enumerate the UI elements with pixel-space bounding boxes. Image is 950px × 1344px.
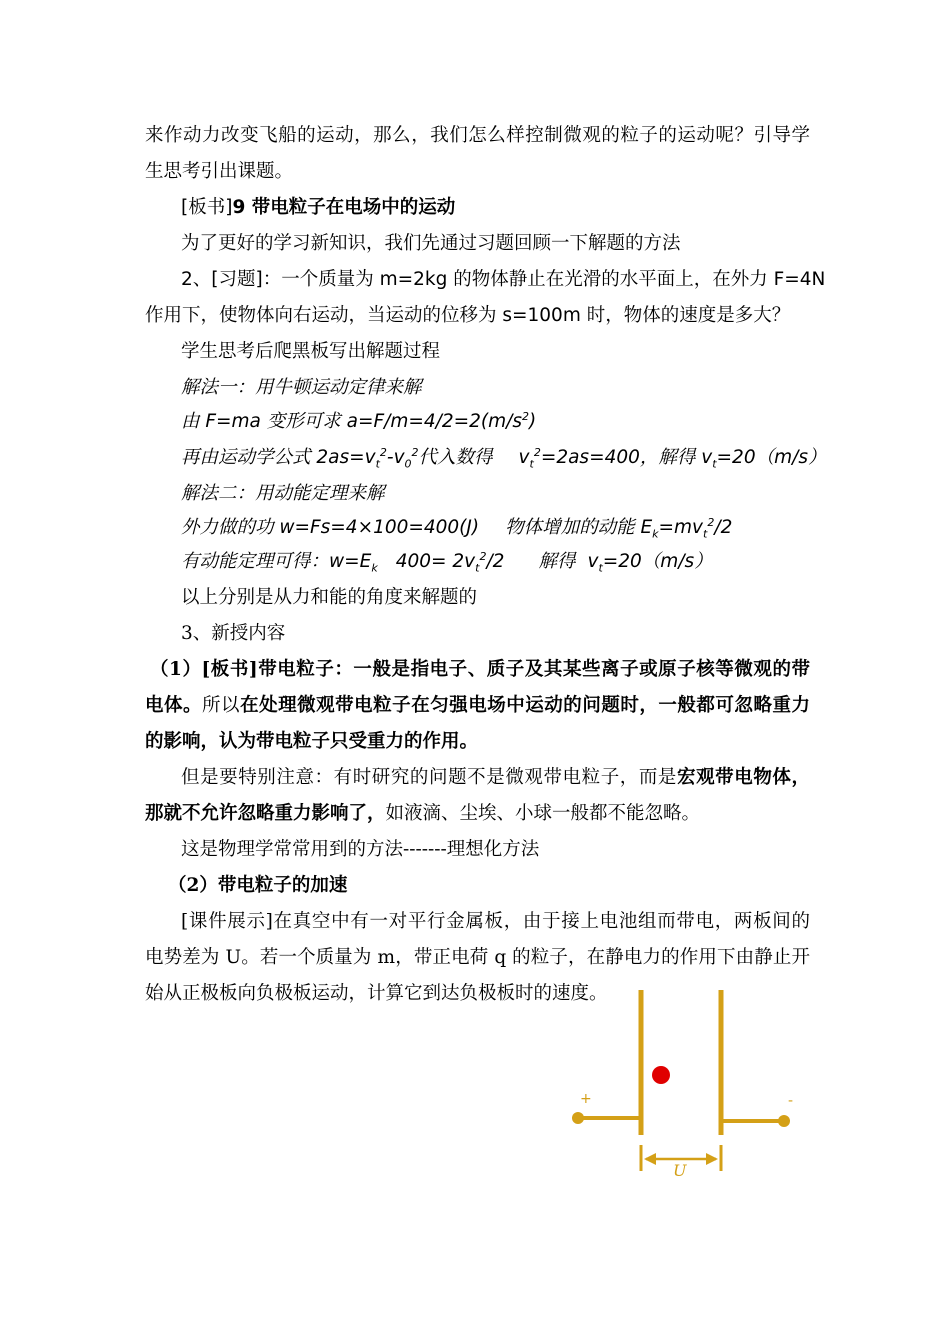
formula-text: 物体增加的动能 E bbox=[505, 517, 653, 538]
charged-particle-def-line3: 的影响，认为带电粒子只受重力的作用。 bbox=[145, 731, 479, 752]
formula-text: =mv bbox=[658, 517, 704, 538]
minus-label: - bbox=[788, 1093, 794, 1109]
formula-text: /2 bbox=[714, 517, 733, 538]
paragraph-intro-line2: 生思考引出课题。 bbox=[145, 161, 294, 182]
superscript: 2 bbox=[379, 445, 387, 459]
paragraph-summary: 以上分别是从力和能的角度来解题的 bbox=[181, 587, 478, 608]
subscript: k bbox=[371, 561, 378, 575]
exercise-text: 一个质量为 m=2kg 的物体静止在光滑的水平面上，在外力 F=4N bbox=[281, 269, 826, 290]
formula-text: =20（m/s） bbox=[602, 551, 713, 572]
formula-text: 再由运动学公式 2as=v bbox=[181, 447, 376, 468]
formula-text: 解得 bbox=[538, 551, 576, 572]
subscript: t bbox=[598, 561, 603, 575]
arrow-right-icon bbox=[706, 1153, 718, 1165]
subscript: t bbox=[529, 457, 534, 471]
courseware-line2: 电势差为 U。若一个质量为 m，带正电荷 q 的粒子，在静电力的作用下由静止开 bbox=[145, 947, 810, 968]
subscript: t bbox=[712, 457, 717, 471]
formula-text: 由 F=ma 变形可求 a=F/m=4/2=2(m/s bbox=[181, 411, 523, 432]
positive-terminal bbox=[572, 1112, 584, 1124]
section-acceleration: （2）带电粒子的加速 bbox=[168, 875, 348, 896]
paragraph-review: 为了更好的学习新知识，我们先通过习题回顾一下解题的方法 bbox=[181, 233, 681, 254]
courseware-line3: 始从正极板向负极板运动，计算它到达负极板时的速度。 bbox=[145, 983, 608, 1004]
bold-text: 那就不允许忽略重力影响了， bbox=[145, 803, 386, 824]
superscript: 2 bbox=[707, 515, 715, 529]
paragraph-method: 这是物理学常常用到的方法-------理想化方法 bbox=[181, 839, 540, 860]
solution2-step2 bbox=[181, 550, 846, 574]
note-line1 bbox=[181, 766, 810, 790]
parallel-plate-diagram bbox=[560, 985, 820, 1185]
bold-text: 在处理微观带电粒子在匀强电场中运动的问题时，一般都可忽略重力 bbox=[240, 695, 810, 716]
negative-terminal bbox=[778, 1115, 790, 1127]
superscript: 2 bbox=[411, 445, 419, 459]
subscript: t bbox=[375, 457, 380, 471]
formula-text: =20（m/s） bbox=[716, 447, 827, 468]
formula-text: -v bbox=[386, 447, 405, 468]
paragraph-intro-line1: 来作动力改变飞船的运动，那么，我们怎么样控制微观的粒子的运动呢？引导学 bbox=[145, 125, 810, 146]
board-tag: [板书] bbox=[181, 197, 233, 218]
normal-text: 如液滴、尘埃、小球一般都不能忽略。 bbox=[385, 803, 701, 824]
board-heading-text: 9 带电粒子在电场中的运动 bbox=[232, 197, 456, 218]
charged-particle-def-line2 bbox=[145, 694, 810, 718]
solution1-step2 bbox=[181, 446, 846, 470]
subscript: k bbox=[652, 527, 659, 541]
board-heading bbox=[181, 196, 846, 220]
superscript: 2 bbox=[533, 445, 541, 459]
section-new-content: 3、新授内容 bbox=[181, 623, 286, 644]
subscript: t bbox=[703, 527, 708, 541]
arrow-left-icon bbox=[644, 1153, 656, 1165]
subscript: 0 bbox=[404, 457, 412, 471]
subscript: t bbox=[475, 561, 480, 575]
solution2-title: 解法二：用动能定理来解 bbox=[181, 483, 385, 504]
formula-text: 外力做的功 w=Fs=4×100=400(J) bbox=[181, 517, 480, 538]
formula-text: /2 bbox=[486, 551, 505, 572]
solution2-step1 bbox=[181, 516, 846, 540]
bold-text: 宏观带电物体， bbox=[677, 767, 810, 788]
superscript: 2 bbox=[522, 409, 530, 423]
solution1-title: 解法一：用牛顿运动定律来解 bbox=[181, 377, 422, 398]
plus-label: + bbox=[580, 1091, 592, 1107]
voltage-label: U bbox=[673, 1161, 687, 1180]
formula-text: v bbox=[587, 551, 599, 572]
normal-text: 所以 bbox=[202, 695, 241, 716]
formula-text: ) bbox=[529, 411, 537, 432]
note-line2 bbox=[145, 802, 810, 826]
paragraph-student: 学生思考后爬黑板写出解题过程 bbox=[181, 341, 441, 362]
formula-text: 400= 2v bbox=[395, 551, 476, 572]
exercise-line2: 作用下，使物体向右运动，当运动的位移为 s=100m 时，物体的速度是多大？ bbox=[145, 305, 791, 326]
charged-particle-def-line1: （1）[板书]带电粒子：一般是指电子、质子及其某些离子或原子核等微观的带 bbox=[150, 659, 810, 680]
normal-text: 但是要特别注意：有时研究的问题不是微观带电粒子，而是 bbox=[181, 767, 678, 788]
formula-text: =2as=400，解得 v bbox=[540, 447, 713, 468]
exercise-line1 bbox=[181, 268, 826, 292]
exercise-prefix: 2、[习题]： bbox=[181, 269, 282, 290]
courseware-line1: [课件展示]在真空中有一对平行金属板，由于接上电池组而带电，两板间的 bbox=[181, 911, 810, 932]
charged-particle bbox=[652, 1066, 670, 1084]
solution1-step1 bbox=[181, 410, 846, 434]
formula-text: 代入数得 bbox=[418, 447, 493, 468]
formula-text: 有动能定理可得：w=E bbox=[181, 551, 372, 572]
superscript: 2 bbox=[479, 549, 487, 563]
bold-text: 电体。 bbox=[145, 695, 203, 716]
formula-text: v bbox=[518, 447, 530, 468]
